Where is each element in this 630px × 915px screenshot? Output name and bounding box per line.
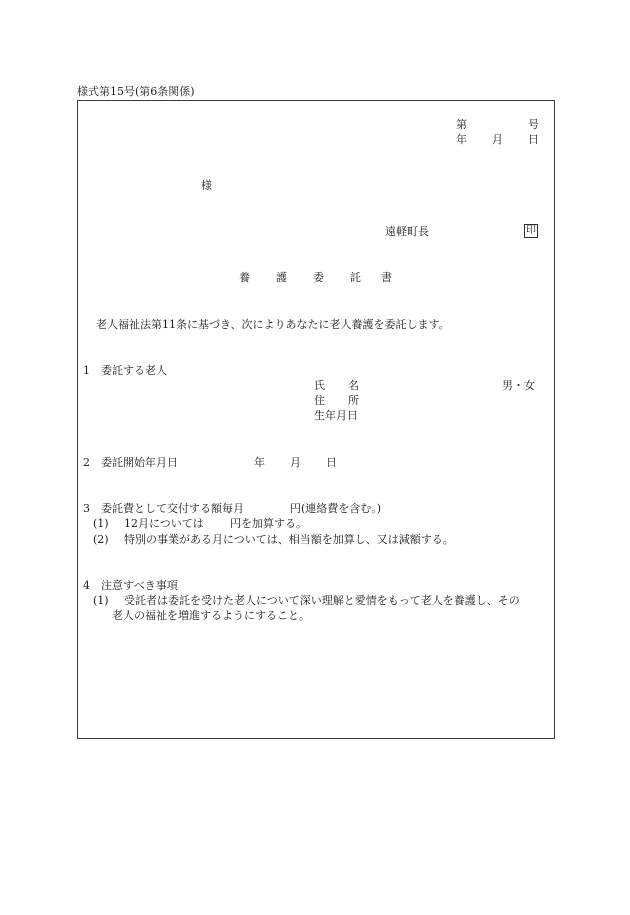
title-char-1: 養 xyxy=(239,271,250,284)
issuer-name: 遠軽町長 xyxy=(385,225,429,238)
address-label-2: 所 xyxy=(348,394,359,407)
name-label-1: 氏 xyxy=(314,379,325,392)
title-char-4: 託 xyxy=(350,271,361,284)
section4-item1-line2: 老人の福祉を増進するようにすること。 xyxy=(112,609,310,622)
addressee-suffix: 様 xyxy=(201,179,212,192)
section2-day: 日 xyxy=(326,456,337,469)
intro-text: 老人福祉法第11条に基づき、次によりあなたに老人養護を委託します。 xyxy=(96,318,450,331)
title-char-2: 護 xyxy=(276,271,287,284)
number-prefix: 第 xyxy=(456,118,467,131)
section4-item1-line1: 受託者は委託を受けた老人について深い理解と愛情をもって老人を養護し、その xyxy=(124,594,520,607)
section2-number: 2 xyxy=(83,456,90,469)
section3-item1-b: 円を加算する。 xyxy=(230,517,307,530)
section2-heading: 委託開始年月日 xyxy=(101,456,178,469)
section1-number: 1 xyxy=(83,364,90,377)
date-day: 日 xyxy=(528,133,539,146)
address-label-1: 住 xyxy=(314,394,325,407)
form-label: 様式第15号(第6条関係) xyxy=(77,85,195,98)
sex-choice: 男・女 xyxy=(502,379,535,392)
title-char-3: 委 xyxy=(313,271,324,284)
section3-number: 3 xyxy=(83,502,90,515)
name-label-2: 名 xyxy=(348,379,359,392)
section2-month: 月 xyxy=(290,456,301,469)
section3-item2: 特別の事業がある月については、相当額を加算し、又は減額する。 xyxy=(124,533,454,546)
title-char-5: 書 xyxy=(381,271,392,284)
birth-label: 生年月日 xyxy=(314,409,358,422)
section3-item1-num: (1) xyxy=(93,517,109,530)
date-year: 年 xyxy=(456,133,467,146)
section1-heading: 委託する老人 xyxy=(101,364,167,377)
section3-item1-a: 12月については xyxy=(124,517,204,530)
section4-number: 4 xyxy=(83,579,90,592)
date-month: 月 xyxy=(492,133,503,146)
seal-mark: 印 xyxy=(526,225,536,236)
section3-heading-tail: 円(連絡費を含む。) xyxy=(290,502,382,515)
section4-item1-num: (1) xyxy=(93,594,109,607)
section4-heading: 注意すべき事項 xyxy=(101,579,178,592)
section2-year: 年 xyxy=(254,456,265,469)
number-suffix: 号 xyxy=(528,118,539,131)
section3-item2-num: (2) xyxy=(93,533,109,546)
section3-heading: 委託費として交付する額毎月 xyxy=(101,502,244,515)
